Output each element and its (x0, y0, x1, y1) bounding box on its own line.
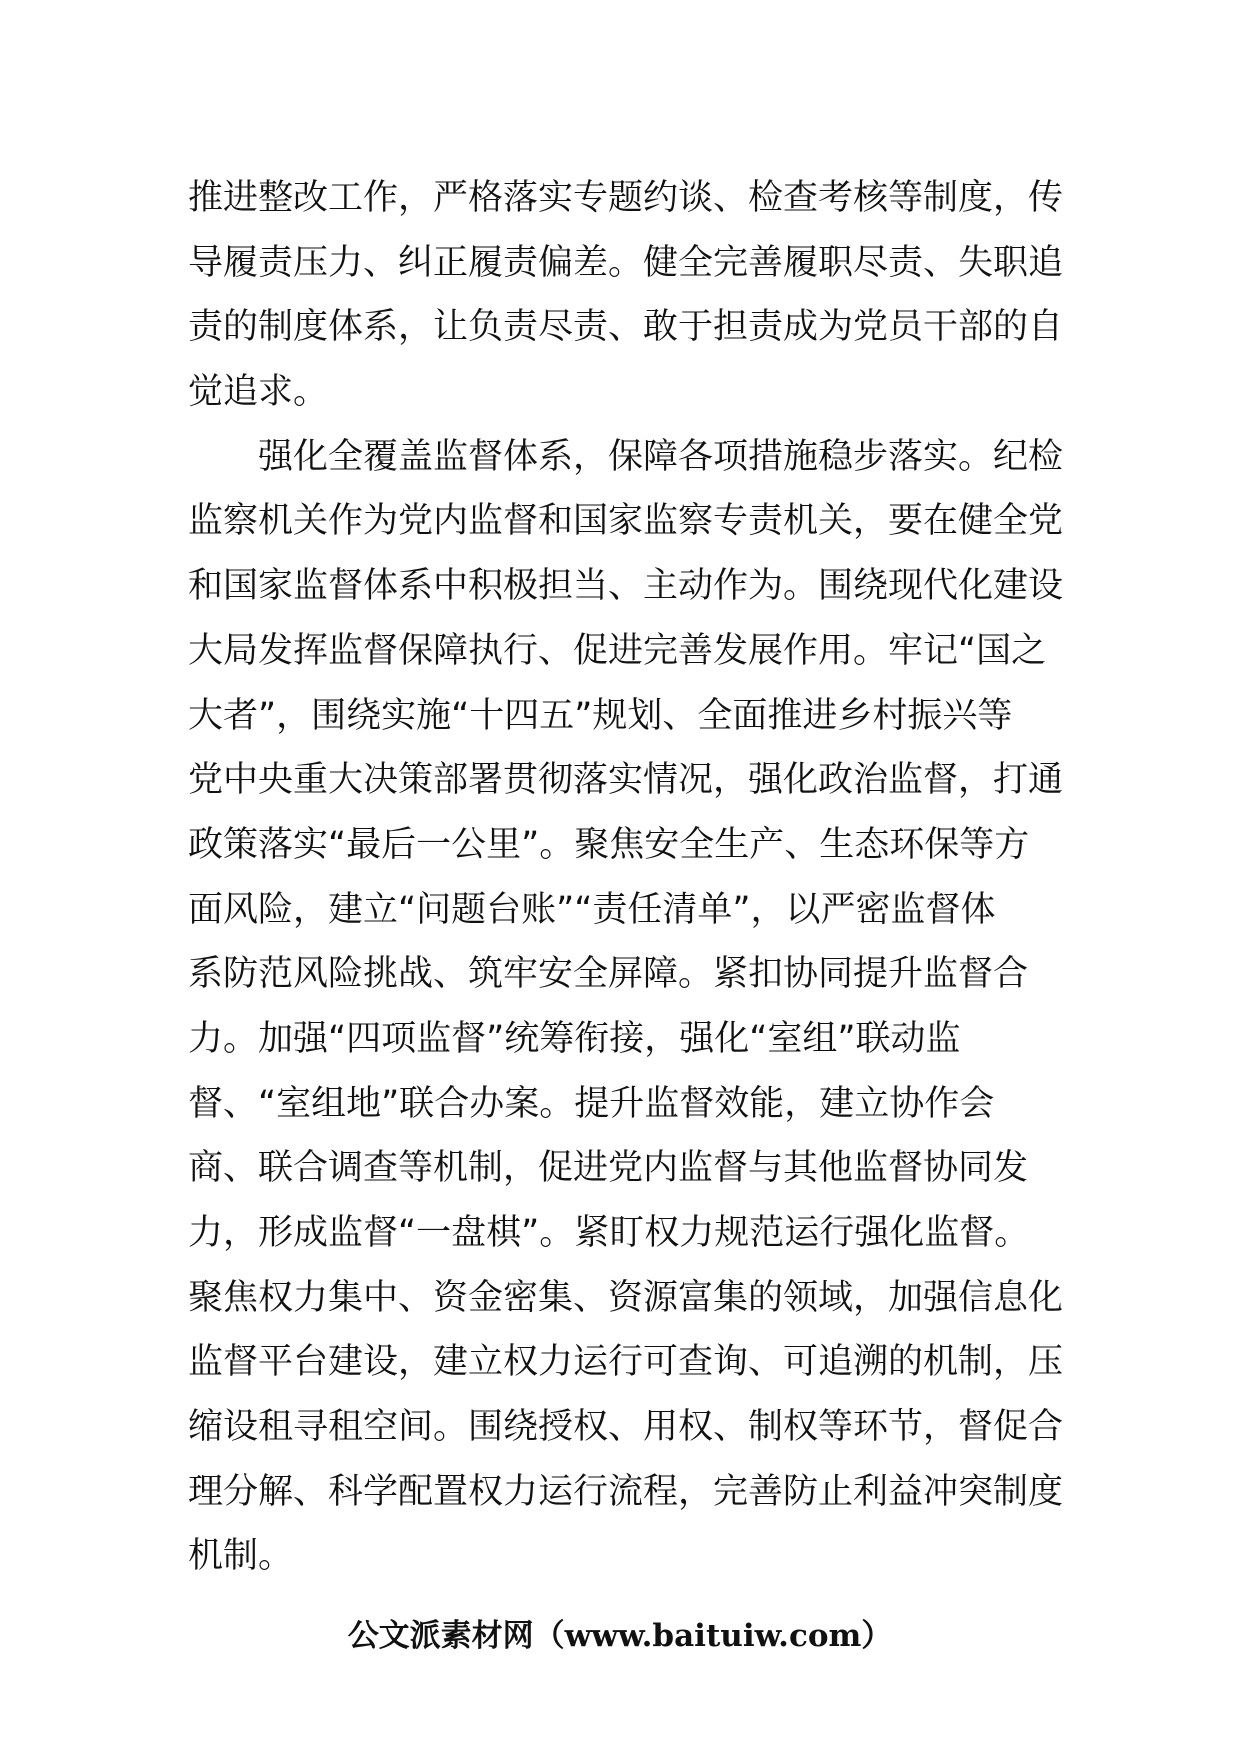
text-line: 党中央重大决策部署贯彻落实情况，强化政治监督，打通 (188, 760, 1064, 801)
text-line: 缩设租寻租空间。围绕授权、用权、制权等环节，督促合 (188, 1407, 1064, 1448)
document-body (188, 166, 1064, 1589)
text-line: 系防范风险挑战、筑牢安全屏障。紧扣协同提升监督合 (188, 954, 1029, 995)
text-line: 监察机关作为党内监督和国家监察专责机关，要在健全党 (188, 501, 1064, 542)
text-line: 面风险，建立“问题台账”“责任清单”，以严密监督体 (188, 889, 996, 930)
text-line: 督、“室组地”联合办案。提升监督效能，建立协作会 (188, 1083, 995, 1124)
text-line: 大者”，围绕实施“十四五”规划、全面推进乡村振兴等 (188, 695, 1013, 736)
text-line: 推进整改工作，严格落实专题约谈、检查考核等制度，传 (188, 178, 1064, 218)
footer-source-text: 公文派素材网（www.baituiw.com） (347, 1618, 893, 1654)
text-line: 和国家监督体系中积极担当、主动作为。围绕现代化建设 (188, 566, 1064, 607)
text-line: 觉追求。 (188, 372, 329, 413)
text-line: 导履责压力、纠正履责偏差。健全完善履职尽责、失职追 (188, 242, 1064, 283)
paragraph-heading-line: 强化全覆盖监督体系，保障各项措施稳步落实。纪检 (258, 436, 1064, 477)
text-line: 机制。 (188, 1536, 294, 1577)
text-line: 监督平台建设，建立权力运行可查询、可追溯的机制，压 (188, 1342, 1064, 1383)
text-line: 责的制度体系，让负责尽责、敢于担责成为党员干部的自 (188, 307, 1064, 348)
text-line: 大局发挥监督保障执行、促进完善发展作用。牢记“国之 (188, 630, 1047, 671)
text-line: 政策落实“最后一公里”。聚焦安全生产、生态环保等方 (188, 824, 1030, 865)
text-line: 聚焦权力集中、资金密集、资源富集的领域，加强信息化 (188, 1277, 1064, 1318)
text-line: 力。加强“四项监督”统筹衔接，强化“室组”联动监 (188, 1018, 961, 1059)
text-line: 商、联合调查等机制，促进党内监督与其他监督协同发 (188, 1148, 1029, 1189)
text-line: 力，形成监督“一盘棋”。紧盯权力规范运行强化监督。 (188, 1213, 1030, 1253)
text-line: 理分解、科学配置权力运行流程，完善防止利益冲突制度 (188, 1471, 1064, 1512)
